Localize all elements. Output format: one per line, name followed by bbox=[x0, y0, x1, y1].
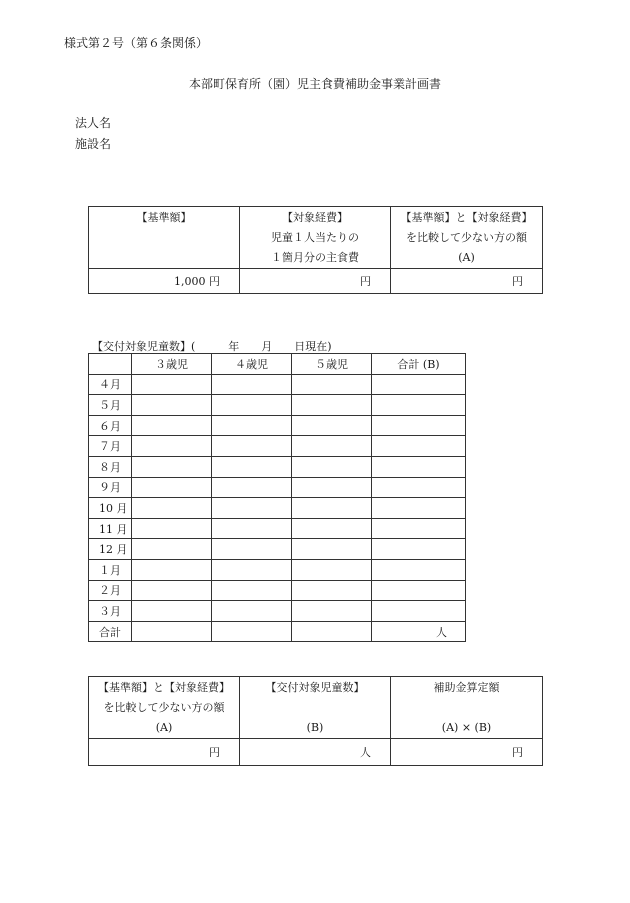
month-row bbox=[89, 395, 466, 416]
month-row bbox=[89, 498, 466, 519]
total-label: 合計 bbox=[89, 621, 132, 642]
age-4-count[interactable] bbox=[212, 456, 292, 477]
header-total-b: 合計 (B) bbox=[372, 354, 466, 375]
age-5-count[interactable] bbox=[292, 415, 372, 436]
month-row bbox=[89, 477, 466, 498]
base-amount-table bbox=[88, 206, 543, 294]
month-row bbox=[89, 456, 466, 477]
month-label: ７月 bbox=[89, 436, 132, 457]
total-count[interactable] bbox=[372, 436, 466, 457]
subsidy-amount-header bbox=[391, 677, 543, 739]
base-amount-value-row bbox=[89, 269, 543, 294]
total-count[interactable] bbox=[372, 580, 466, 601]
age-4-count[interactable] bbox=[212, 436, 292, 457]
total-age-5[interactable] bbox=[292, 621, 372, 642]
month-label: ４月 bbox=[89, 374, 132, 395]
target-expense-header-line-2: 児童１人当たりの bbox=[271, 231, 359, 244]
month-label: ９月 bbox=[89, 477, 132, 498]
age-4-count[interactable] bbox=[212, 539, 292, 560]
total-count[interactable] bbox=[372, 374, 466, 395]
age-5-count[interactable] bbox=[292, 601, 372, 622]
lesser-amount-value[interactable]: 円 bbox=[391, 269, 543, 294]
month-label: 11 月 bbox=[89, 518, 132, 539]
month-label: ６月 bbox=[89, 415, 132, 436]
month-label: 12 月 bbox=[89, 539, 132, 560]
children-count-b-header-line-2 bbox=[240, 698, 390, 718]
total-b-value[interactable]: 人 bbox=[372, 621, 466, 642]
month-row bbox=[89, 601, 466, 622]
total-age-4[interactable] bbox=[212, 621, 292, 642]
children-count-header-row bbox=[89, 354, 466, 375]
subsidy-amount-header-line-3: (A) × (B) bbox=[441, 721, 492, 734]
age-3-count[interactable] bbox=[132, 601, 212, 622]
total-count[interactable] bbox=[372, 395, 466, 416]
age-4-count[interactable] bbox=[212, 498, 292, 519]
target-expense-header-line-1: 【対象経費】 bbox=[282, 211, 348, 224]
subsidy-value-row bbox=[89, 739, 543, 766]
total-count[interactable] bbox=[372, 518, 466, 539]
subsidy-header-row bbox=[89, 677, 543, 739]
children-count-b-header-line-1: 【交付対象児童数】 bbox=[265, 681, 365, 694]
facility-name-label: 施設名 bbox=[75, 137, 112, 151]
age-5-count[interactable] bbox=[292, 559, 372, 580]
subsidy-amount-header-line-1: 補助金算定額 bbox=[433, 681, 500, 694]
target-expense-value[interactable]: 円 bbox=[240, 269, 391, 294]
subsidy-amount-value[interactable]: 円 bbox=[391, 739, 543, 766]
age-4-count[interactable] bbox=[212, 518, 292, 539]
children-count-b-header bbox=[240, 677, 391, 739]
month-row bbox=[89, 518, 466, 539]
age-3-count[interactable] bbox=[132, 477, 212, 498]
lesser-amount-header-line-2: を比較して少ない方の額 bbox=[406, 231, 527, 244]
children-count-caption: 【交付対象児童数】( 年 月 日現在) bbox=[92, 340, 332, 353]
target-expense-header bbox=[240, 207, 391, 269]
age-3-count[interactable] bbox=[132, 518, 212, 539]
lesser-amount-a-header bbox=[89, 677, 240, 739]
age-5-count[interactable] bbox=[292, 395, 372, 416]
month-row bbox=[89, 415, 466, 436]
month-label: 10 月 bbox=[89, 498, 132, 519]
lesser-amount-a-header-line-3: (A) bbox=[155, 721, 173, 734]
subsidy-amount-header-line-2 bbox=[391, 698, 542, 718]
age-3-count[interactable] bbox=[132, 456, 212, 477]
age-5-count[interactable] bbox=[292, 580, 372, 601]
age-4-count[interactable] bbox=[212, 374, 292, 395]
age-3-count[interactable] bbox=[132, 580, 212, 601]
age-4-count[interactable] bbox=[212, 477, 292, 498]
age-3-count[interactable] bbox=[132, 498, 212, 519]
children-total-row bbox=[89, 621, 466, 642]
children-count-b-value[interactable]: 人 bbox=[240, 739, 391, 766]
age-5-count[interactable] bbox=[292, 477, 372, 498]
month-label: ５月 bbox=[89, 395, 132, 416]
header-blank bbox=[89, 354, 132, 375]
header-age-3: ３歳児 bbox=[132, 354, 212, 375]
total-count[interactable] bbox=[372, 559, 466, 580]
month-label: ３月 bbox=[89, 601, 132, 622]
target-expense-header-line-3: １箇月分の主食費 bbox=[271, 251, 359, 264]
lesser-amount-a-header-line-1: 【基準額】と【対象経費】 bbox=[98, 681, 230, 694]
age-4-count[interactable] bbox=[212, 580, 292, 601]
month-row bbox=[89, 559, 466, 580]
corporation-name-label: 法人名 bbox=[75, 116, 112, 130]
base-amount-header-text: 【基準額】 bbox=[136, 211, 192, 224]
age-4-count[interactable] bbox=[212, 601, 292, 622]
month-row bbox=[89, 539, 466, 560]
age-5-count[interactable] bbox=[292, 456, 372, 477]
total-age-3[interactable] bbox=[132, 621, 212, 642]
lesser-amount-header-line-1: 【基準額】と【対象経費】 bbox=[400, 211, 533, 224]
age-3-count[interactable] bbox=[132, 436, 212, 457]
age-5-count[interactable] bbox=[292, 498, 372, 519]
total-count[interactable] bbox=[372, 415, 466, 436]
month-label: ２月 bbox=[89, 580, 132, 601]
total-count[interactable] bbox=[372, 601, 466, 622]
age-5-count[interactable] bbox=[292, 518, 372, 539]
document-title: 本部町保育所（園）児主食費補助金事業計画書 bbox=[188, 77, 441, 91]
total-count[interactable] bbox=[372, 477, 466, 498]
header-age-4: ４歳児 bbox=[212, 354, 292, 375]
age-3-count[interactable] bbox=[132, 539, 212, 560]
total-count[interactable] bbox=[372, 539, 466, 560]
base-amount-value: 1,000 円 bbox=[89, 269, 240, 294]
age-3-count[interactable] bbox=[132, 415, 212, 436]
age-3-count[interactable] bbox=[132, 559, 212, 580]
month-label: ８月 bbox=[89, 456, 132, 477]
month-row bbox=[89, 580, 466, 601]
total-count[interactable] bbox=[372, 456, 466, 477]
lesser-amount-header bbox=[391, 207, 543, 269]
age-4-count[interactable] bbox=[212, 395, 292, 416]
lesser-amount-a-value[interactable]: 円 bbox=[89, 739, 240, 766]
age-5-count[interactable] bbox=[292, 436, 372, 457]
month-row bbox=[89, 436, 466, 457]
age-5-count[interactable] bbox=[292, 539, 372, 560]
total-count[interactable] bbox=[372, 498, 466, 519]
age-4-count[interactable] bbox=[212, 415, 292, 436]
age-3-count[interactable] bbox=[132, 395, 212, 416]
children-count-table bbox=[88, 353, 466, 642]
lesser-amount-header-line-3: (A) bbox=[458, 251, 475, 264]
form-number: 様式第２号（第６条関係） bbox=[64, 36, 209, 50]
age-5-count[interactable] bbox=[292, 374, 372, 395]
lesser-amount-a-header-line-2: を比較して少ない方の額 bbox=[103, 701, 225, 714]
subsidy-calculation-table bbox=[88, 676, 543, 766]
base-amount-header-row bbox=[89, 207, 543, 269]
month-row bbox=[89, 374, 466, 395]
month-label: １月 bbox=[89, 559, 132, 580]
header-age-5: ５歳児 bbox=[292, 354, 372, 375]
base-amount-header bbox=[89, 207, 240, 269]
children-count-b-header-line-3: (B) bbox=[306, 721, 324, 734]
age-4-count[interactable] bbox=[212, 559, 292, 580]
age-3-count[interactable] bbox=[132, 374, 212, 395]
